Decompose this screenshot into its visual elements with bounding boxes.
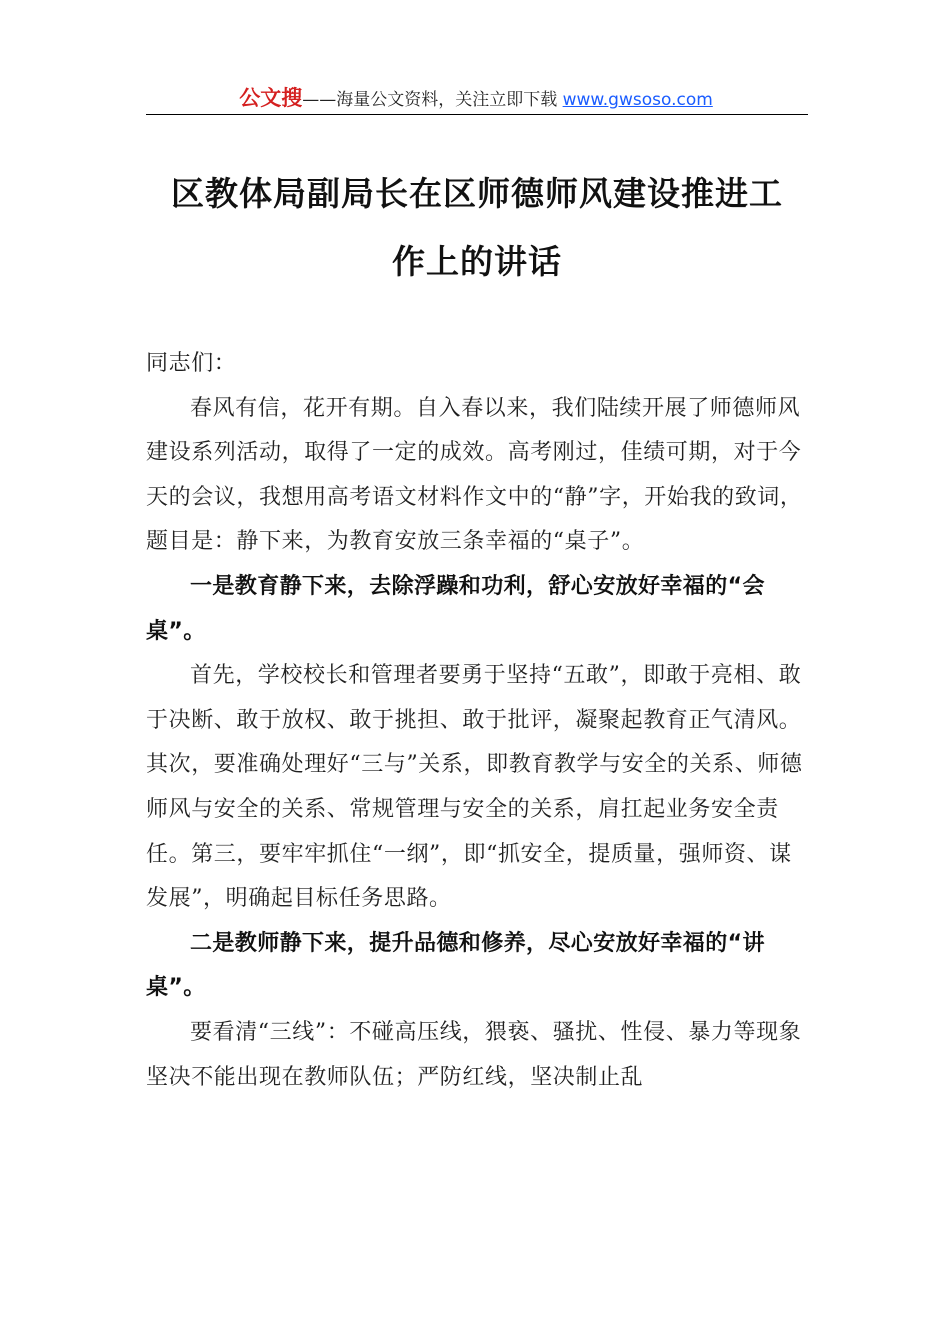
site-link[interactable]: www.gwsoso.com	[562, 90, 713, 110]
header-divider	[146, 114, 808, 115]
header-tagline: ——海量公文资料，关注立即下载	[302, 90, 563, 110]
body-paragraph: 首先，学校校长和管理者要勇于坚持“五敢”，即敢于亮相、敢于决断、敢于放权、敢于挑担、敢于批评，凝聚起教育正气清风。其次，要准确处理好“三与”关系，即教育教学与安全的关系、师德师风与安全的关系、常规管理与安全的关系，肩扛起业务安全责任。第三，要牢牢抓住“一纲”，即“抓安全，提质量，强师资、谋发展”，明确起目标任务思路。	[146, 663, 803, 912]
body-paragraph: 春风有信，花开有期。自入春以来，我们陆续开展了师德师风建设系列活动，取得了一定的成效。高考刚过，佳绩可期，对于今天的会议，我想用高考语文材料作文中的“静”字，开始我的致词，题目是：静下来，为教育安放三条幸福的“桌子”。	[146, 395, 803, 555]
section-heading: 二是教师静下来，提升品德和修养，尽心安放好幸福的“讲桌”。	[146, 930, 765, 1001]
section-heading: 一是教育静下来，去除浮躁和功利，舒心安放好幸福的“会桌”。	[146, 573, 765, 644]
document-body	[146, 342, 808, 1100]
body-paragraph: 要看清“三线”：不碰高压线，猥亵、骚扰、性侵、暴力等现象坚决不能出现在教师队伍；严防红线，坚决制止乱	[146, 1019, 802, 1090]
document-title	[146, 160, 808, 296]
title-line-2: 作上的讲话	[392, 242, 562, 281]
page-header	[146, 82, 806, 112]
title-line-1: 区教体局副局长在区师德师风建设推进工	[171, 174, 783, 213]
brand-logo-text: 公文搜	[239, 86, 303, 110]
salutation: 同志们：	[146, 351, 237, 376]
